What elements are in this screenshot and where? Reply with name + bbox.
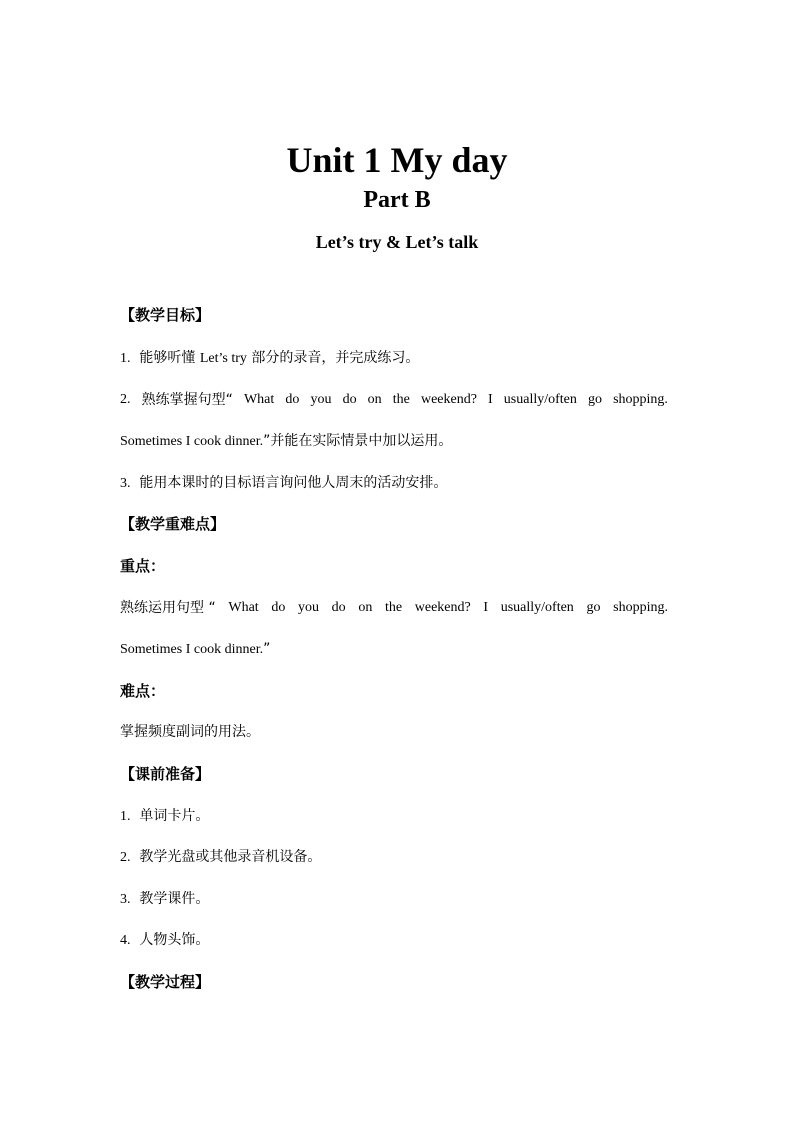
focus-word: shopping. bbox=[613, 600, 668, 615]
focus-quote-close: ” bbox=[263, 641, 271, 657]
process-heading: 【教学过程】 bbox=[120, 973, 211, 991]
preparation-heading: 【课前准备】 bbox=[120, 765, 211, 783]
focus-word: do bbox=[271, 600, 286, 615]
objective-2-english-line-2: Sometimes I cook dinner. bbox=[120, 434, 264, 449]
focus-word: I bbox=[483, 600, 489, 615]
objective-2-word: do bbox=[285, 392, 300, 407]
lesson-title: Let’s try & Let’s talk bbox=[315, 232, 479, 252]
preparation-item: 2. 教学光盘或其他录音机设备。 bbox=[120, 849, 322, 865]
objective-2-word: What bbox=[243, 392, 275, 407]
preparation-item: 4. 人物头饰。 bbox=[120, 932, 210, 948]
preparation-item: 1. 单词卡片。 bbox=[120, 808, 210, 824]
focus-word: the bbox=[384, 600, 403, 615]
focus-word: What bbox=[228, 600, 259, 615]
objective-2-word: I bbox=[488, 392, 493, 407]
focus-word: on bbox=[358, 600, 373, 615]
objective-item-3 bbox=[120, 473, 668, 494]
objective-3-text: 能用本课时的目标语言询问他人周末的活动安排。 bbox=[139, 475, 448, 491]
objective-item-1 bbox=[120, 348, 668, 369]
objective-2-word: you bbox=[310, 392, 332, 407]
focus-word: usually/often bbox=[500, 600, 574, 615]
objective-2-word: the bbox=[392, 392, 410, 407]
difficulty-label: 难点： bbox=[120, 682, 166, 700]
preparation-item: 3. 教学课件。 bbox=[120, 891, 210, 907]
focus-word: you bbox=[298, 600, 320, 615]
objective-2-word: on bbox=[367, 392, 382, 407]
objective-2-word: weekend? bbox=[420, 392, 477, 407]
objective-2-text-b: 并能在实际情景中加以运用。 bbox=[270, 433, 453, 449]
difficulty-text: 掌握频度副词的用法。 bbox=[120, 724, 260, 740]
focus-word: weekend? bbox=[414, 600, 471, 615]
document-title: Unit 1 My day bbox=[286, 140, 508, 180]
focus-label: 重点： bbox=[120, 557, 166, 575]
objective-1-english: Let’s try bbox=[199, 351, 247, 366]
objective-2-quote-close: ” bbox=[263, 433, 271, 449]
document-subtitle: Part B bbox=[363, 187, 431, 213]
focus-line-1 bbox=[120, 598, 668, 618]
objective-2-word: usually/often bbox=[503, 392, 577, 407]
objective-1-text-b: 部分的录音，并完成练习。 bbox=[251, 350, 420, 366]
key-points-heading: 【教学重难点】 bbox=[120, 515, 226, 533]
objective-2-number: 2. bbox=[120, 392, 131, 407]
objectives-heading: 【教学目标】 bbox=[120, 306, 211, 324]
objective-item-2-line-1 bbox=[120, 390, 668, 410]
objective-2-word: shopping. bbox=[613, 392, 668, 407]
objective-1-text-a: 能够听懂 bbox=[139, 350, 196, 366]
objective-3-number: 3. bbox=[120, 476, 131, 491]
objective-2-text-a: 熟练掌握句型“ bbox=[141, 392, 233, 408]
objective-item-2-line-2 bbox=[120, 431, 668, 452]
focus-word: do bbox=[331, 600, 346, 615]
objective-2-word: do bbox=[342, 392, 357, 407]
objective-2-word: go bbox=[587, 392, 602, 407]
objective-1-number: 1. bbox=[120, 351, 131, 366]
focus-text-a: 熟练运用句型 “ bbox=[120, 600, 216, 616]
focus-line-2 bbox=[120, 639, 668, 660]
focus-english-line-2: Sometimes I cook dinner. bbox=[120, 642, 264, 657]
focus-word: go bbox=[586, 600, 601, 615]
